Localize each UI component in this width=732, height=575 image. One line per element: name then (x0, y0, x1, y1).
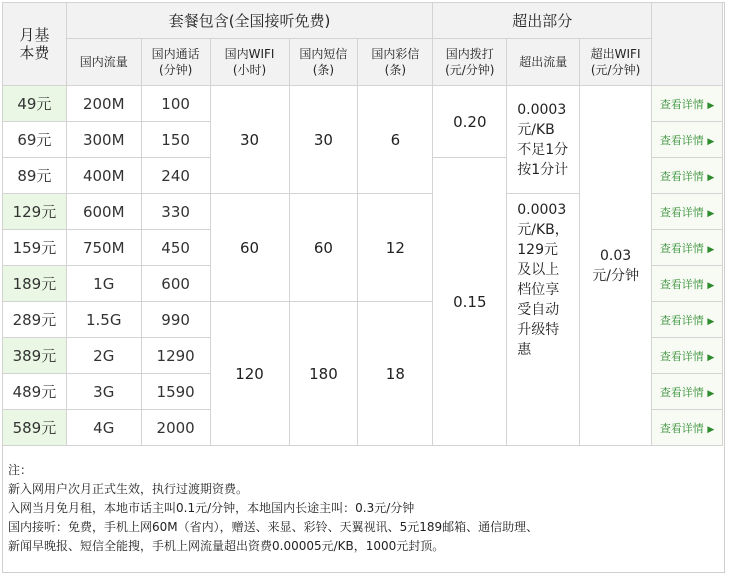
table-row (3, 86, 723, 122)
overage-group-header: 超出部分 (433, 3, 652, 39)
data-cell: 600M (66, 194, 141, 230)
overage-wifi-cell: 0.03 元/分钟 (580, 86, 652, 446)
price-cell: 589元 (3, 410, 67, 446)
triangle-right-icon: ▶ (707, 388, 715, 399)
data-cell: 400M (66, 158, 141, 194)
triangle-right-icon: ▶ (707, 136, 715, 147)
view-details-link[interactable]: 查看详情 ▶ (652, 158, 723, 194)
data-cell: 3G (66, 374, 141, 410)
data-cell: 2G (66, 338, 141, 374)
col-header-dial: 国内拨打 (元/分钟) (433, 39, 507, 86)
col-header-overdata: 超出流量 (507, 39, 580, 86)
col-header-sms: 国内短信 (条) (289, 39, 358, 86)
overage-data-cell: 0.0003 元/KB 不足1分 按1分计 (507, 86, 580, 194)
note-line: 新闻早晚报、短信全能搜，手机上网流量超出资费0.00005元/KB，1000元封顶。 (8, 539, 445, 553)
detail-column-header (652, 3, 723, 86)
notes-section (2, 455, 723, 569)
data-cell: 1.5G (66, 302, 141, 338)
wifi-group-cell: 120 (210, 302, 289, 446)
minutes-cell: 600 (141, 266, 210, 302)
view-details-link[interactable]: 查看详情 ▶ (652, 122, 723, 158)
minutes-cell: 100 (141, 86, 210, 122)
triangle-right-icon: ▶ (707, 316, 715, 327)
view-details-link[interactable]: 查看详情 ▶ (652, 230, 723, 266)
note-line: 国内接听：免费，手机上网60M（省内），赠送、来显、彩铃、天翼视讯、5元189邮箱、通信助理、 (8, 520, 539, 534)
notes-heading: 注： (8, 463, 33, 477)
col-header-data: 国内流量 (66, 39, 141, 86)
data-cell: 4G (66, 410, 141, 446)
data-cell: 200M (66, 86, 141, 122)
note-line: 新入网用户次月正式生效，执行过渡期资费。 (8, 482, 249, 496)
included-group-header: 套餐包含(全国接听免费) (66, 3, 433, 39)
price-cell: 129元 (3, 194, 67, 230)
data-cell: 750M (66, 230, 141, 266)
minutes-cell: 1590 (141, 374, 210, 410)
minutes-cell: 240 (141, 158, 210, 194)
col-header-mms: 国内彩信 (条) (358, 39, 433, 86)
triangle-right-icon: ▶ (707, 280, 715, 291)
minutes-cell: 330 (141, 194, 210, 230)
triangle-right-icon: ▶ (707, 424, 715, 435)
minutes-cell: 990 (141, 302, 210, 338)
dial-rate-cell: 0.20 (433, 86, 507, 158)
price-cell: 289元 (3, 302, 67, 338)
view-details-link[interactable]: 查看详情 ▶ (652, 86, 723, 122)
price-cell: 89元 (3, 158, 67, 194)
minutes-cell: 1290 (141, 338, 210, 374)
triangle-right-icon: ▶ (707, 172, 715, 183)
price-cell: 49元 (3, 86, 67, 122)
sms-group-cell: 180 (289, 302, 358, 446)
triangle-right-icon: ▶ (707, 352, 715, 363)
wifi-group-cell: 30 (210, 86, 289, 194)
triangle-right-icon: ▶ (707, 244, 715, 255)
sms-group-cell: 30 (289, 86, 358, 194)
col-header-overwifi: 超出WIFI (元/分钟) (580, 39, 652, 86)
monthly-fee-header: 月基 本费 (3, 3, 67, 86)
mms-group-cell: 18 (358, 302, 433, 446)
minutes-cell: 450 (141, 230, 210, 266)
wifi-group-cell: 60 (210, 194, 289, 302)
minutes-cell: 150 (141, 122, 210, 158)
price-cell: 69元 (3, 122, 67, 158)
tariff-table (2, 2, 723, 446)
data-cell: 300M (66, 122, 141, 158)
data-cell: 1G (66, 266, 141, 302)
view-details-link[interactable]: 查看详情 ▶ (652, 302, 723, 338)
triangle-right-icon: ▶ (707, 100, 715, 111)
view-details-link[interactable]: 查看详情 ▶ (652, 194, 723, 230)
price-cell: 189元 (3, 266, 67, 302)
mms-group-cell: 12 (358, 194, 433, 302)
view-details-link[interactable]: 查看详情 ▶ (652, 374, 723, 410)
price-cell: 159元 (3, 230, 67, 266)
overage-data-cell: 0.0003 元/KB， 129元 及以上 档位享 受自动 升级特 惠 (507, 194, 580, 446)
view-details-link[interactable]: 查看详情 ▶ (652, 410, 723, 446)
col-header-call: 国内通话 (分钟) (141, 39, 210, 86)
mms-group-cell: 6 (358, 86, 433, 194)
col-header-wifi: 国内WIFI (小时) (210, 39, 289, 86)
triangle-right-icon: ▶ (707, 208, 715, 219)
minutes-cell: 2000 (141, 410, 210, 446)
view-details-link[interactable]: 查看详情 ▶ (652, 338, 723, 374)
note-line: 入网当月免月租，本地市话主叫0.1元/分钟，本地国内长途主叫：0.3元/分钟 (8, 501, 415, 515)
dial-rate-cell: 0.15 (433, 158, 507, 446)
price-cell: 389元 (3, 338, 67, 374)
price-cell: 489元 (3, 374, 67, 410)
sms-group-cell: 60 (289, 194, 358, 302)
view-details-link[interactable]: 查看详情 ▶ (652, 266, 723, 302)
